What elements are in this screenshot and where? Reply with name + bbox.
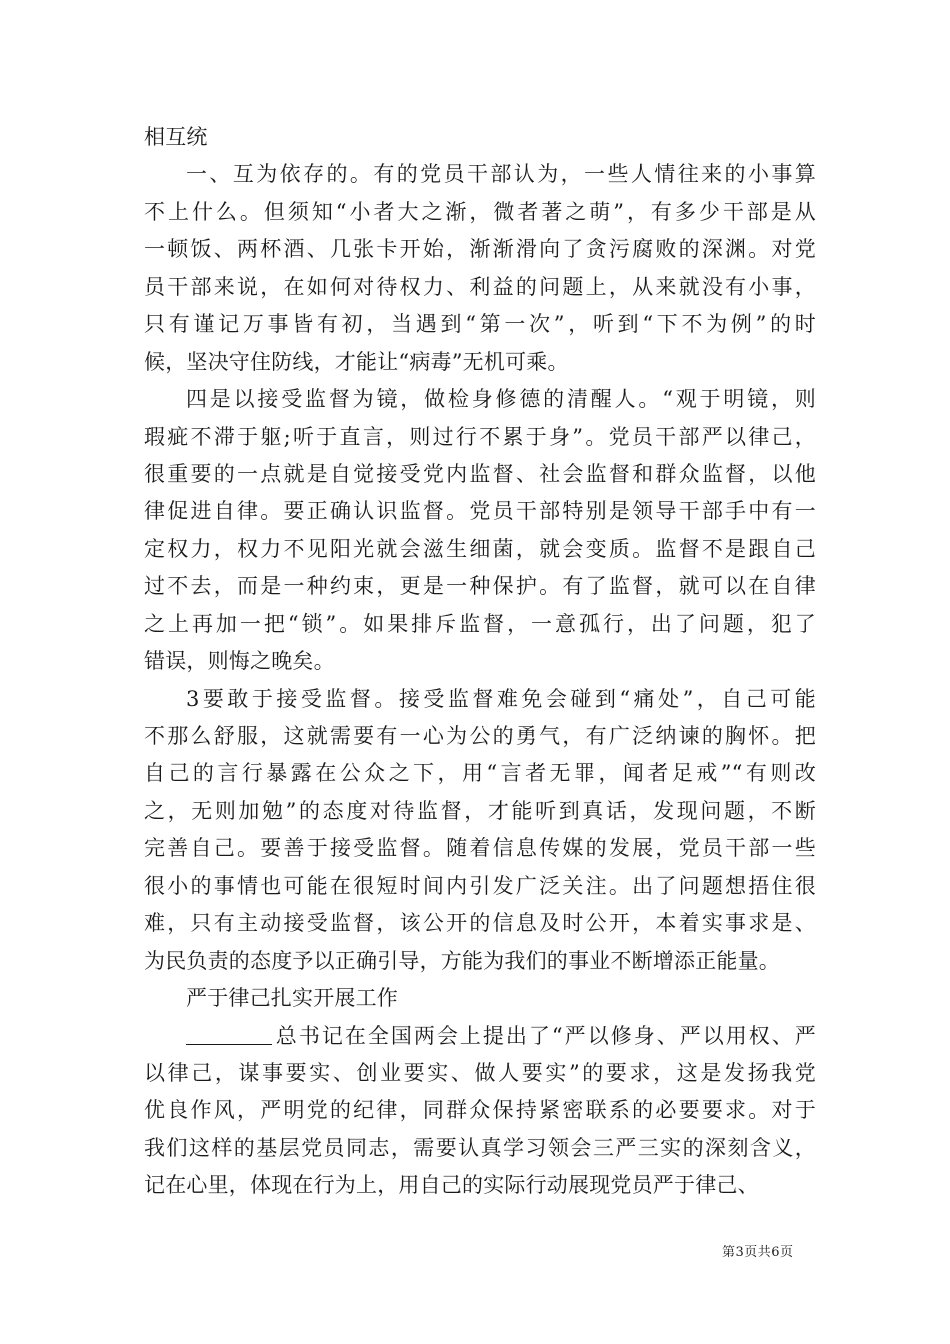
text-line [144, 344, 816, 381]
text-line [144, 156, 816, 193]
document-body [144, 119, 816, 1205]
text-line [144, 606, 816, 643]
text-line [144, 681, 816, 718]
line-text: 律促进自律。要正确认识监督。党员干部特别是领导干部手中有一 [144, 499, 816, 524]
line-text: 完善自己。要善于接受监督。随着信息传媒的发展，党员干部一些 [144, 836, 816, 861]
text-line [144, 419, 816, 456]
line-text: 很重要的一点就是自觉接受党内监督、社会监督和群众监督，以他 [144, 461, 816, 486]
line-text: 四是以接受监督为镜，做检身修德的清醒人。“观于明镜，则 [186, 387, 816, 412]
text-line [144, 1092, 816, 1129]
line-text: 为民负责的态度予以正确引导，方能为我们的事业不断增添正能量。 [144, 948, 780, 973]
line-text: 员干部来说，在如何对待权力、利益的问题上，从来就没有小事， [144, 274, 816, 299]
line-text: 很小的事情也可能在很短时间内引发广泛关注。出了问题想捂住很 [144, 873, 816, 898]
line-text: 不那么舒服，这就需要有一心为公的勇气，有广泛纳谏的胸怀。把 [144, 724, 816, 748]
text-line [144, 119, 816, 156]
text-line [144, 269, 816, 306]
line-text: 自己的言行暴露在公众之下，用“言者无罪，闻者足戒”“有则改 [144, 761, 816, 786]
text-line [144, 531, 816, 568]
text-line [144, 868, 816, 905]
text-line [144, 231, 816, 268]
text-line [144, 381, 816, 418]
line-text: 一顿饭、两杯酒、几张卡开始，渐渐滑向了贪污腐败的深渊。对党 [144, 237, 816, 262]
line-text: 记在心里，体现在行为上，用自己的实际行动展现党员严于律己、 [144, 1173, 759, 1198]
line-text: 难，只有主动接受监督，该公开的信息及时公开，本着实事求是、 [144, 911, 816, 936]
paragraph [144, 156, 816, 381]
text-line [144, 718, 816, 755]
text-line [144, 306, 816, 343]
page-number-footer: 第3页共6页 [722, 1245, 794, 1260]
text-line [144, 194, 816, 231]
text-line [144, 1018, 816, 1055]
text-line [144, 493, 816, 530]
fill-in-blank [186, 1024, 272, 1045]
line-text: 定权力，权力不见阳光就会滋生细菌，就会变质。监督不是跟自己 [144, 536, 816, 561]
line-text: 优良作风，严明党的纪律，同群众保持紧密联系的必要要求。对于 [144, 1098, 816, 1123]
line-text: 以律己，谋事要实、创业要实、做人要实”的要求，这是发扬我党 [144, 1060, 816, 1085]
text-line [144, 793, 816, 830]
paragraph [144, 681, 816, 981]
line-text: 相互统 [144, 125, 208, 149]
line-text: 不上什么。但须知“小者大之渐，微者著之萌”，有多少干部是从 [144, 199, 816, 224]
line-text: 只有谨记万事皆有初，当遇到“第一次”，听到“下不为例”的时 [144, 312, 816, 337]
line-text: 一、互为依存的。有的党员干部认为，一些人情往来的小事算 [186, 162, 816, 187]
paragraph [144, 1018, 816, 1205]
line-text: 过不去，而是一种约束，更是一种保护。有了监督，就可以在自律 [144, 574, 816, 599]
line-text: 错误，则悔之晚矣。 [144, 649, 335, 674]
paragraph [144, 980, 816, 1017]
text-line [144, 980, 816, 1017]
text-line [144, 755, 816, 792]
text-line [144, 568, 816, 605]
line-text: 候，坚决守住防线，才能让“病毒”无机可乘。 [144, 349, 569, 374]
text-line [144, 643, 816, 680]
text-line [144, 943, 816, 980]
text-line [144, 1055, 816, 1092]
text-line [144, 905, 816, 942]
line-text: 3要敢于接受监督。接受监督难免会碰到“痛处”，自己可能 [186, 686, 816, 711]
text-line [144, 830, 816, 867]
line-text: 瑕疵不滞于躯;听于直言，则过行不累于身”。党员干部严以律己， [144, 424, 816, 449]
text-line [144, 456, 816, 493]
line-text: 之，无则加勉”的态度对待监督，才能听到真话，发现问题，不断 [144, 798, 816, 823]
line-text: 总书记在全国两会上提出了“严以修身、严以用权、严 [274, 1023, 816, 1048]
text-line [144, 1167, 816, 1204]
line-text: 我们这样的基层党员同志，需要认真学习领会三严三实的深刻含义， [144, 1135, 816, 1160]
paragraph [144, 381, 816, 681]
line-text: 之上再加一把“锁”。如果排斥监督，一意孤行，出了问题，犯了 [144, 611, 816, 636]
line-text: 严于律己扎实开展工作 [186, 986, 398, 1011]
paragraph [144, 119, 816, 156]
text-line [144, 1130, 816, 1167]
